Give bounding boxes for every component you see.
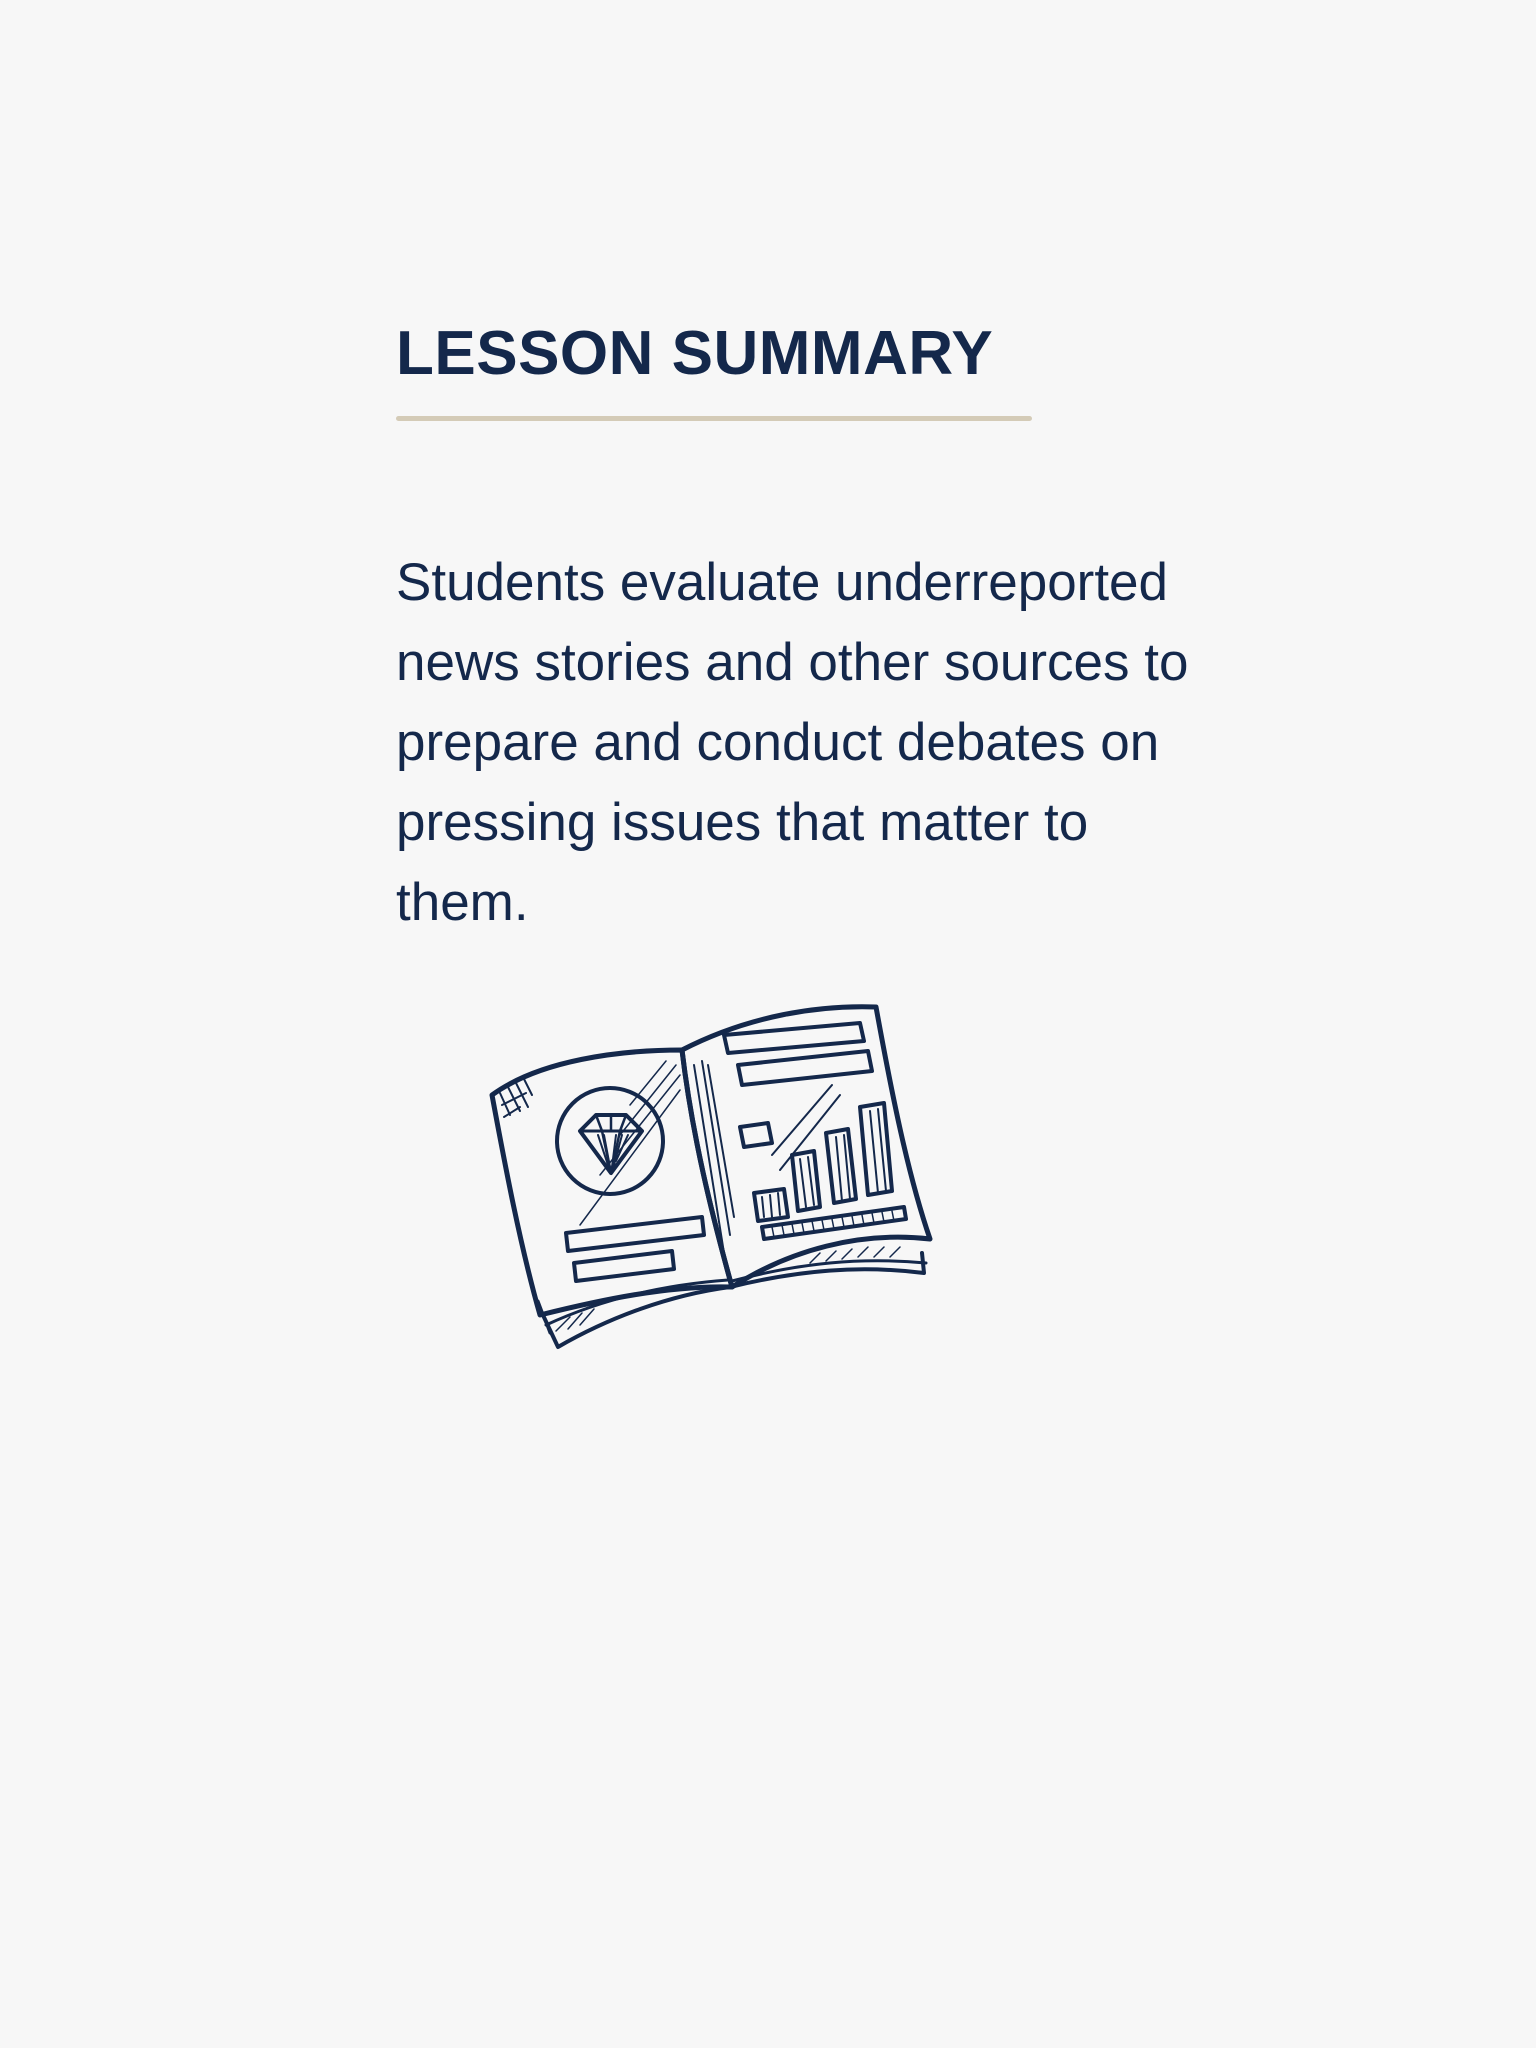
page-title: LESSON SUMMARY	[396, 319, 994, 388]
lesson-summary-text: Students evaluate underreported news stories and other sources to prepare and conduct debates on pressing issues that matter to them.	[396, 553, 1189, 933]
title-underline	[396, 416, 1032, 421]
open-magazine-icon	[480, 995, 940, 1365]
lesson-summary-panel	[396, 320, 1256, 943]
